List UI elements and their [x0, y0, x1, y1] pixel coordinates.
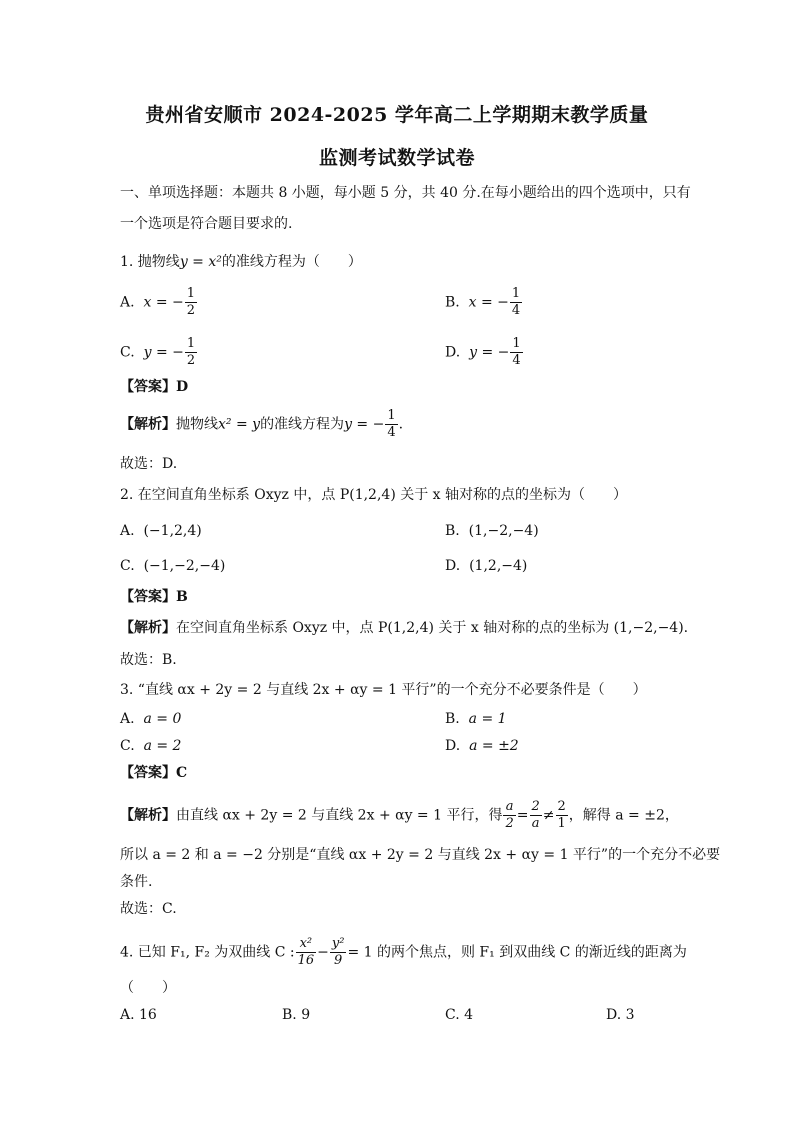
stem-prefix: 4. 已知 F₁, F₂ 为双曲线 C : [120, 944, 295, 961]
option-label: A. [120, 294, 135, 311]
fraction-numerator: 1 [512, 336, 521, 351]
q2-option-c [120, 556, 225, 576]
analysis-mid: 的准线方程为 [260, 416, 345, 433]
fraction-denominator: 1 [557, 816, 566, 831]
option-value: 16 [139, 1007, 157, 1023]
q1-option-d [445, 336, 524, 369]
q3-analysis-line3: 条件. [120, 874, 153, 890]
option-label: B. [445, 294, 460, 311]
q1-analysis [120, 408, 403, 441]
option-label: B. [282, 1007, 297, 1023]
q2-answer: 【答案】B [120, 589, 188, 605]
page-title-line1: 贵州省安顺市 2024-2025 学年高二上学期期末教学质量 [145, 104, 649, 126]
analysis-math: x² = y [218, 416, 261, 433]
option-value: (1,2,−4) [469, 558, 528, 574]
q4-option-b [282, 1005, 310, 1025]
option-label: A. [120, 1007, 135, 1023]
option-lhs: x = − [468, 294, 509, 311]
fraction-numerator: 1 [186, 286, 196, 301]
q2-option-a [120, 521, 202, 541]
option-label: D. [445, 344, 461, 361]
section-intro-line1: 一、单项选择题：本题共 8 小题，每小题 5 分，共 40 分.在每小题给出的四个选项中，只有 [120, 185, 691, 201]
fraction [296, 936, 317, 969]
option-lhs: y = − [469, 344, 510, 361]
analysis-label: 【解析】 [120, 416, 176, 433]
equals-sign: = [516, 807, 529, 824]
fraction-numerator: y² [331, 936, 345, 951]
q1-option-c [120, 336, 198, 369]
option-label: B. [445, 711, 460, 727]
option-label: C. [120, 738, 135, 754]
q1-stem-prefix: 1. 抛物线 [120, 254, 180, 270]
fraction-numerator: 1 [186, 336, 196, 351]
q3-answer: 【答案】C [120, 765, 188, 781]
analysis-text: 由直线 αx + 2y = 2 与直线 2x + αy = 1 平行，得 [176, 807, 503, 824]
option-value: a = ±2 [469, 738, 519, 754]
q4-option-c [445, 1005, 473, 1025]
section-intro-line2: 一个选项是符合题目要求的. [120, 216, 293, 232]
q1-option-b [445, 286, 523, 319]
analysis-end: . [398, 416, 404, 433]
analysis-text: 在空间直角坐标系 Oxyz 中，点 P(1,2,4) 关于 x 轴对称的点的坐标为 (1,−2,−4). [176, 620, 689, 636]
option-value: (1,−2,−4) [468, 523, 539, 539]
option-label: D. [606, 1007, 622, 1023]
page-title-line2: 监测考试数学试卷 [318, 147, 475, 169]
analysis-text: 抛物线 [176, 416, 218, 433]
q3-stem: 3. “直线 αx + 2y = 2 与直线 2x + αy = 1 平行”的一个充分不必要条件是（ ） [120, 682, 647, 698]
q4-stem [120, 936, 687, 969]
fraction-numerator: 2 [557, 799, 566, 814]
analysis-label: 【解析】 [120, 807, 176, 824]
q1-answer: 【答案】D [120, 379, 189, 395]
q3-analysis-line2: 所以 a = 2 和 a = −2 分别是“直线 αx + 2y = 2 与直线 2x + αy = 1 平行”的一个充分不必要 [120, 847, 721, 863]
option-label: D. [445, 738, 461, 754]
fraction-numerator: a [503, 799, 515, 816]
q2-option-b [445, 521, 539, 541]
q4-option-a [120, 1005, 157, 1025]
fraction-denominator: 4 [511, 303, 521, 318]
fraction [510, 286, 522, 319]
option-value: 4 [464, 1007, 474, 1023]
q1-conclusion: 故选：D. [120, 456, 178, 472]
fraction [530, 799, 542, 832]
stem-suffix: = 1 的两个焦点，则 F₁ 到双曲线 C 的渐近线的距离为 [347, 944, 687, 961]
q2-conclusion: 故选：B. [120, 652, 177, 668]
analysis-post: ，解得 a = ±2， [568, 807, 679, 824]
fraction-denominator: 2 [186, 353, 196, 368]
q1-stem-math: y = x² [179, 254, 222, 270]
minus-sign: − [317, 944, 329, 961]
option-label: C. [120, 344, 135, 361]
option-label: A. [120, 523, 135, 539]
option-value: 9 [301, 1007, 311, 1023]
fraction-denominator: a [531, 816, 540, 831]
option-lhs: y = − [143, 344, 184, 361]
q2-option-d [445, 556, 527, 576]
option-label: B. [445, 523, 460, 539]
fraction [330, 936, 347, 969]
fraction-denominator: 9 [334, 953, 343, 968]
q3-conclusion: 故选：C. [120, 901, 177, 917]
option-value: (−1,−2,−4) [143, 558, 226, 574]
option-lhs: x = − [143, 294, 184, 311]
fraction-numerator: 1 [511, 286, 521, 301]
q1-option-a [120, 286, 198, 319]
option-label: D. [445, 558, 461, 574]
option-label: C. [120, 558, 135, 574]
option-value: (−1,2,4) [143, 523, 202, 539]
fraction-numerator: x² [296, 936, 317, 953]
fraction-denominator: 2 [186, 303, 196, 318]
fraction [185, 336, 197, 369]
fraction-numerator: 2 [531, 799, 540, 814]
fraction [510, 336, 522, 369]
option-label: A. [120, 711, 135, 727]
option-value: a = 2 [143, 738, 182, 754]
option-value: a = 0 [143, 711, 182, 727]
q2-analysis [120, 618, 688, 638]
q1-stem-suffix: 的准线方程为（ ） [221, 254, 362, 270]
option-value: 3 [625, 1007, 635, 1023]
fraction [385, 408, 397, 441]
fraction-denominator: 4 [387, 425, 396, 440]
fraction [185, 286, 197, 319]
analysis-lhs: y = − [344, 416, 385, 433]
fraction-denominator: 2 [505, 816, 514, 831]
q4-paren: （ ） [120, 980, 176, 996]
not-equal-sign: ≠ [542, 807, 555, 824]
q3-option-a [120, 709, 181, 729]
q3-option-d [445, 736, 519, 756]
fraction [503, 799, 515, 832]
q3-option-c [120, 736, 181, 756]
fraction [556, 799, 568, 832]
fraction-numerator: 1 [387, 408, 396, 423]
q4-option-d [606, 1005, 635, 1025]
fraction-denominator: 4 [512, 353, 521, 368]
q3-option-b [445, 709, 507, 729]
fraction-denominator: 16 [297, 953, 315, 968]
q3-analysis [120, 799, 679, 832]
option-value: a = 1 [468, 711, 507, 727]
q1-stem [120, 252, 362, 272]
analysis-label: 【解析】 [120, 620, 176, 636]
q2-stem: 2. 在空间直角坐标系 Oxyz 中，点 P(1,2,4) 关于 x 轴对称的点的坐标为（ ） [120, 487, 628, 503]
option-label: C. [445, 1007, 460, 1023]
